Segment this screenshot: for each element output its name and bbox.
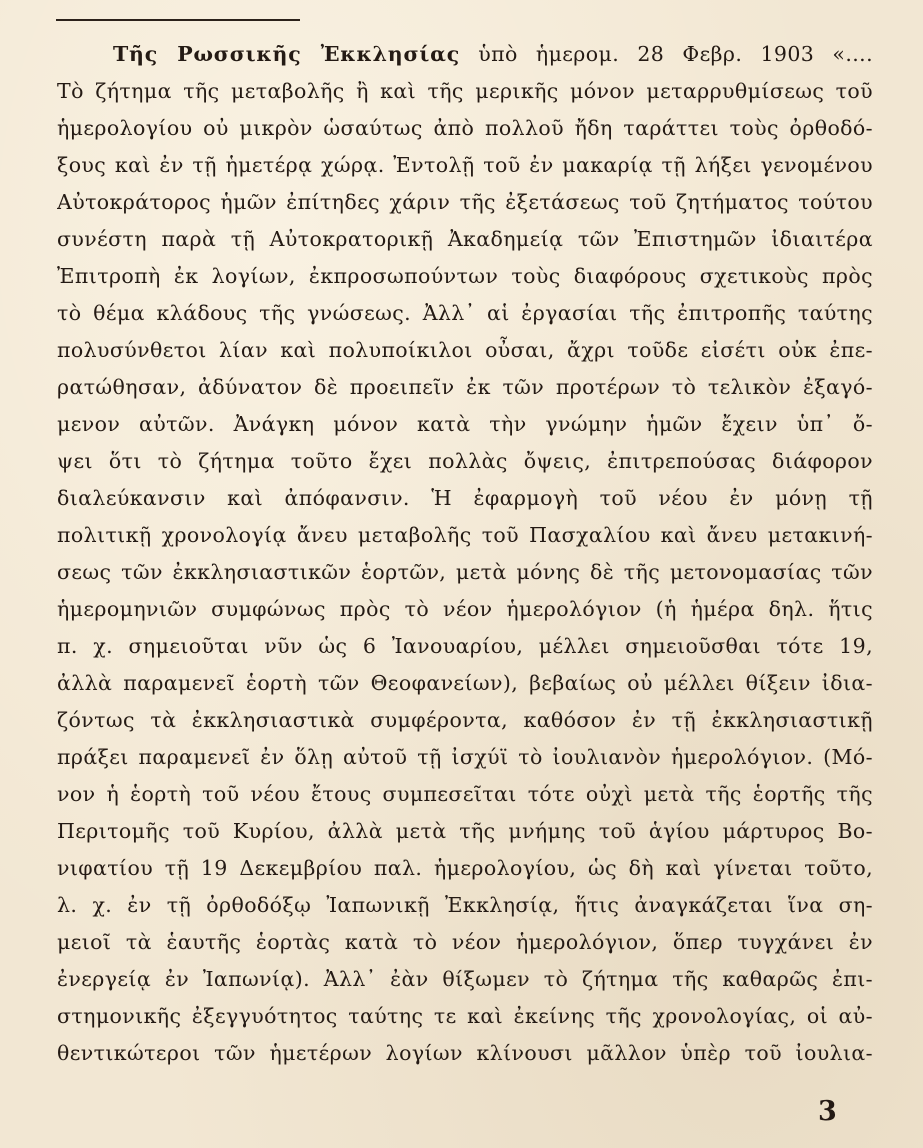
text-line-3: ἡμερολογίου οὐ μικρὸν ὡσαύτως ἀπὸ πολλοῦ ἤδη ταράττει τοὺς ὀρθοδό- xyxy=(57,116,873,140)
text-line-27: στημονικῆς ἐξεγγυότητος ταύτης τε καὶ ἐκείνης τῆς χρονολογίας, οἱ αὐ- xyxy=(57,1004,873,1028)
text-line-12: ψει ὅτι τὸ ζήτημα τοῦτο ἔχει πολλὰς ὄψεις, ἐπιτρεπούσας διάφορον xyxy=(57,449,873,473)
text-line-17: π. χ. σημειοῦται νῦν ὡς 6 Ἰανουαρίου, μέλλει σημειοῦσθαι τότε 19, xyxy=(57,634,873,658)
text-line-9: πολυσύνθετοι λίαν καὶ πολυποίκιλοι οὖσαι, ἄχρι τοῦδε εἰσέτι οὐκ ἐπε- xyxy=(57,338,873,362)
text-line-28: θεντικώτεροι τῶν ἡμετέρων λογίων κλίνουσι μᾶλλον ὑπὲρ τοῦ ἰουλια- xyxy=(57,1041,873,1065)
text-line-24: λ. χ. ἐν τῇ ὀρθοδόξῳ Ἰαπωνικῇ Ἐκκλησίᾳ, ἥτις ἀναγκάζεται ἵνα ση- xyxy=(57,893,873,917)
text-line-10: ρατώθησαν, ἀδύνατον δὲ προειπεῖν ἐκ τῶν προτέρων τὸ τελικὸν ἐξαγό- xyxy=(57,375,873,399)
text-line-19: ζόντως τὰ ἐκκλησιαστικὰ συμφέροντα, καθόσον ἐν τῇ ἐκκλησιαστικῇ xyxy=(57,708,873,732)
text-line-2: Τὸ ζήτημα τῆς μεταβολῆς ἢ καὶ τῆς μερικῆς μόνον μεταρρυθμίσεως τοῦ xyxy=(57,79,873,103)
text-line-26: ἐνεργείᾳ ἐν Ἰαπωνίᾳ). Ἀλλ᾿ ἐὰν θίξωμεν τὸ ζήτημα τῆς καθαρῶς ἐπι- xyxy=(57,967,873,991)
text-line-6: συνέστη παρὰ τῇ Αὐτοκρατορικῇ Ἀκαδημείᾳ τῶν Ἐπιστημῶν ἰδιαιτέρα xyxy=(57,227,873,251)
lead-phrase: Τῆς Ρωσσικῆς Ἐκκλησίας xyxy=(113,42,461,66)
text-line-8: τὸ θέμα κλάδους τῆς γνώσεως. Ἀλλ᾿ αἱ ἐργασίαι τῆς ἐπιτροπῆς ταύτης xyxy=(57,301,873,325)
text-line-23: νιφατίου τῇ 19 Δεκεμβρίου παλ. ἡμερολογίου, ὡς δὴ καὶ γίνεται τοῦτο, xyxy=(57,856,873,880)
text-line-18: ἀλλὰ παραμενεῖ ἑορτὴ τῶν Θεοφανείων), βεβαίως οὐ μέλλει θίξειν ἰδια- xyxy=(57,671,873,695)
text-line-4: ξους καὶ ἐν τῇ ἡμετέρᾳ χώρᾳ. Ἐντολῇ τοῦ ἐν μακαρίᾳ τῇ λήξει γενομένου xyxy=(57,153,873,177)
text-line-11: μενον αὐτῶν. Ἀνάγκη μόνον κατὰ τὴν γνώμην ἡμῶν ἔχειν ὑπ᾿ ὄ- xyxy=(57,412,873,436)
text-line-21: νον ἡ ἑορτὴ τοῦ νέου ἔτους συμπεσεῖται τότε οὐχὶ μετὰ τῆς ἑορτῆς τῆς xyxy=(57,782,873,806)
text-line-1 xyxy=(113,37,873,71)
page-number: 3 xyxy=(818,1096,837,1127)
text-line-14: πολιτικῇ χρονολογίᾳ ἄνευ μεταβολῆς τοῦ Πασχαλίου καὶ ἄνευ μετακινή- xyxy=(57,523,873,547)
text-line-15: σεως τῶν ἐκκλησιαστικῶν ἑορτῶν, μετὰ μόνης δὲ τῆς μετονομασίας τῶν xyxy=(57,560,873,584)
first-line-rest: ὑπὸ ἡμερομ. 28 Φεβρ. 1903 «.... xyxy=(478,42,873,66)
text-line-22: Περιτομῆς τοῦ Κυρίου, ἀλλὰ μετὰ τῆς μνήμης τοῦ ἁγίου μάρτυρος Βο- xyxy=(57,819,873,843)
text-line-20: πράξει παραμενεῖ ἐν ὅλῃ αὐτοῦ τῇ ἰσχύϊ τὸ ἰουλιανὸν ἡμερολόγιον. (Μό- xyxy=(57,745,873,769)
text-line-13: διαλεύκανσιν καὶ ἀπόφανσιν. Ἡ ἐφαρμογὴ τοῦ νέου ἐν μόνῃ τῇ xyxy=(57,486,873,510)
text-line-7: Ἐπιτροπὴ ἐκ λογίων, ἐκπροσωπούντων τοὺς διαφόρους σχετικοὺς πρὸς xyxy=(57,264,873,288)
text-line-25: μειοῖ τὰ ἑαυτῆς ἑορτὰς κατὰ τὸ νέον ἡμερολόγιον, ὅπερ τυγχάνει ἐν xyxy=(57,930,873,954)
text-line-16: ἡμερομηνιῶν συμφώνως πρὸς τὸ νέον ἡμερολόγιον (ἡ ἡμέρα δηλ. ἥτις xyxy=(57,597,873,621)
text-line-5: Αὐτοκράτορος ἡμῶν ἐπίτηδες χάριν τῆς ἐξετάσεως τοῦ ζητήματος τούτου xyxy=(57,190,873,214)
